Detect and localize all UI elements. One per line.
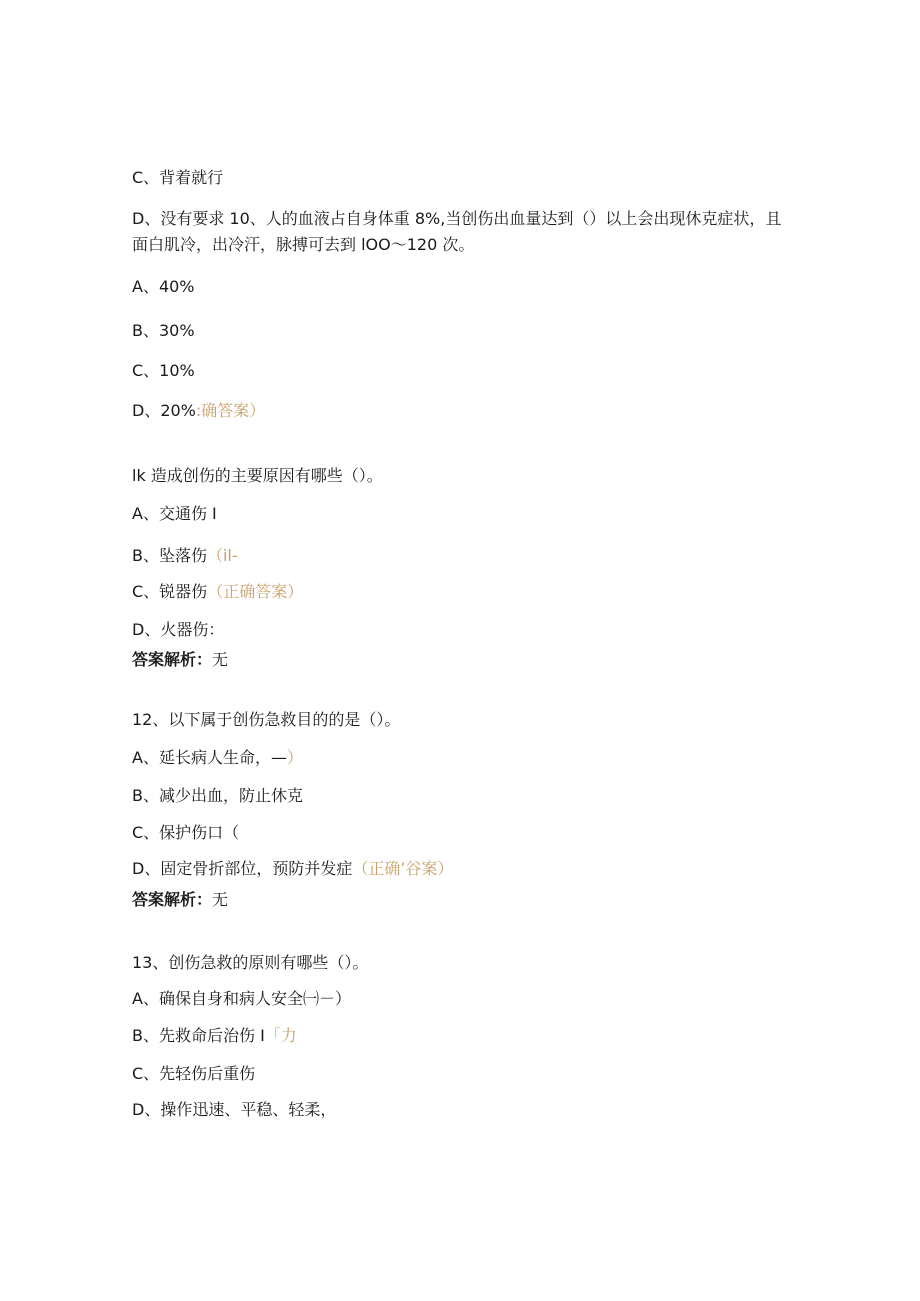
option-c-q11: C、锐器伤（正确答案） [132,582,304,601]
correct-answer-mark: （正确答案） [207,582,304,601]
option-d-q11: D、火器伤： [132,620,225,639]
option-d-q10: D、20%:确答案） [132,401,266,420]
option-b-q11: B、坠落伤（il- [132,546,238,565]
option-a-q13: A、确保自身和病人安全㈠－） [132,989,351,1008]
question-11: lk 造成创伤的主要原因有哪些（）。 [132,466,383,485]
option-a-q10: A、40% [132,277,195,296]
correct-answer-mark: 「力 [264,1026,297,1045]
question-13: 13、创伤急救的原则有哪些（）。 [132,953,369,972]
option-a-q12: A、延长病人生命，—） [132,748,303,767]
option-c-q10: C、10% [132,361,195,380]
option-d-q13: D、操作迅速、平稳、轻柔， [132,1100,337,1119]
answer-explanation-q11: 答案解析：无 [132,650,229,669]
correct-answer-mark: :确答案） [195,401,266,420]
option-b-q10: B、30% [132,321,195,340]
option-c-q13: C、先轻伤后重伤 [132,1064,256,1083]
option-c-q9: C、背着就行 [132,168,224,187]
option-b-q13: B、先救命后治伤 I「力 [132,1026,297,1045]
correct-answer-mark: （il- [206,546,238,565]
option-b-q12: B、减少出血，防止休克 [132,786,303,805]
correct-answer-mark: ） [286,748,303,767]
option-a-q11: A、交通伤 I [132,504,217,523]
option-d-q12: D、固定骨折部位，预防并发症（正确’谷案） [132,859,454,878]
correct-answer-mark: （正确’谷案） [352,859,454,878]
option-c-q12: C、保护伤口（ [132,823,240,842]
answer-explanation-q12: 答案解析：无 [132,890,229,909]
question-12: 12、以下属于创伤急救目的的是（）。 [132,710,401,729]
option-d-q9-and-question-10: D、没有要求 10、人的血液占自身体重 8%,当创伤出血量达到（）以上会出现休克症状，且面白肌冷，出冷汗，脉搏可去到 lOO～120 次。 [132,209,782,254]
